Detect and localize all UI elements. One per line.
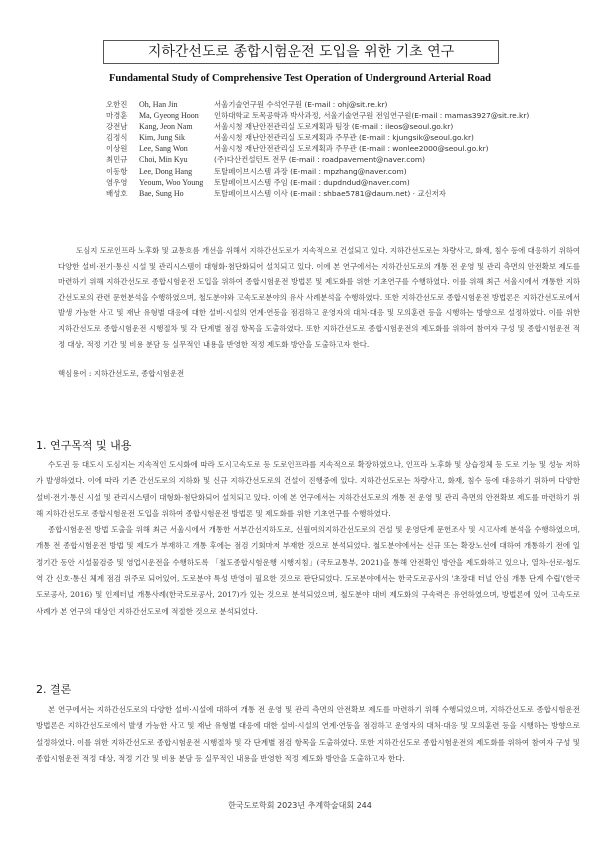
author-name-kr: 최민규 — [106, 155, 128, 165]
page-footer: 한국도로학회 2023년 추계학술대회 244 — [228, 801, 372, 810]
author-row — [106, 166, 529, 177]
author-name-kr: 이동항 — [106, 166, 128, 176]
author-name-en: Lee, Sang Won — [139, 144, 188, 154]
author-name-kr: 염우영 — [106, 177, 128, 187]
author-row — [106, 177, 529, 188]
author-name-kr: 오한진 — [106, 100, 128, 109]
author-row — [106, 121, 529, 132]
author-name-kr: 강전남 — [106, 122, 128, 132]
author-name-en: Oh, Han Jin — [139, 100, 178, 109]
abstract: 도심지 도로인프라 노후화 및 교통흐름 개선을 위해서 지하간선도로가 지속적으로 건설되고 있다. 지하간선도로는 차량사고, 화재, 침수 등에 대응하기 위하여 다양한 설비·전기·통신 시설 및 관리시스템이 대형화·첨단화되어 설치되고 있다. 이에 본 연구에서는 지하간선도로의 개통 전 운영 및 관리 측면의 안전확보 제도를 마련하기 위해 지하간선도로 종합시험운전 도입을 위하여 종합시험운전 방법론 및 제도화를 위한 기초연구를 수행하였다. 이를 위해 최근 서울시에서 개통한 지하간선도로의 관련 문헌분석을 수행하였으며, 철도분야와 고속도로분야의 유사 사례분석을 수행하였다. 또한 지하간선도로 종합시험운전 방법론은 지하간선도로에서 발생 가능한 사고 및 재난 유형별 대응에 대한 설비·시설의 연계·연동을 점검하고 운영자의 대처·대응 및 모의훈련 등을 시행하는 방향으로 설정하였다. 이를 위한 지하간선도로 종합시험운전 시행절차 및 각 단계별 점검 항목을 도출하였다. 또한 지하간선도로 종합시험운전의 제도화를 위하여 참여자 구성 및 종합시험운전 적정 대상, 적정 기간 및 비용 분담 등 실무적인 내용을 반영한 적정 제도화 방안을 도출하고자 한다. — [58, 246, 580, 349]
paragraph: 본 연구에서는 지하간선도로의 다양한 설비·시설에 대하여 개통 전 운영 및 관리 측면의 안전확보 제도를 마련하기 위해 수행되었으며, 지하간선도로 종합시험운전 방법론은 지하간선도로에서 발생 가능한 사고 및 재난 유형별 대응에 대한 설비·시설의 연계·연동을 점검하고 운영자의 대처·대응 및 모의훈련 등을 시행하는 방향으로 설정하였다. 이를 위한 지하간선도로 종합시험운전 시행절차 및 각 단계별 점검 항목을 도출하였다. 또한 지하간선도로 종합시험운전의 제도화를 위하여 참여자 구성 및 종합시험운전 적정 대상, 적정 기간 및 비용 분담 등 실무적인 내용을 반영한 적정 제도화 방안을 도출하고자 한다. — [36, 705, 580, 763]
author-affiliation: 서울시청 재난안전관리실 도로계획과 주무관 (E-mail : kjungsik@seoul.go.kr) — [214, 133, 474, 143]
keywords: 핵심용어 : 지하간선도로, 종합시험운전 — [58, 369, 185, 378]
author-row — [106, 188, 529, 199]
author-affiliation: 서울시청 재난안전관리실 도로계획과 팀장 (E-mail : ileos@seoul.go.kr) — [214, 122, 454, 132]
section-body-conclusion — [36, 702, 580, 767]
author-name-en: Lee, Dong Hang — [139, 166, 193, 176]
section-heading-conclusion: 2. 결론 — [36, 683, 72, 696]
author-name-en: Yeoum, Woo Young — [139, 177, 204, 187]
author-affiliation: 서울기술연구원 수석연구원 (E-mail : ohj@sit.re.kr) — [214, 100, 388, 109]
author-affiliation: 인하대학교 토목공학과 박사과정, 서울기술연구원 전임연구원(E-mail : mamas3927@sit.re.kr) — [214, 111, 530, 121]
paper-title-english: Fundamental Study of Comprehensive Test Operation of Underground Arterial Road — [108, 73, 491, 84]
paper-title-korean: 지하간선도로 종합시험운전 도입을 위한 기초 연구 — [103, 40, 499, 64]
author-name-en: Choi, Min Kyu — [139, 155, 188, 165]
author-affiliation: (주)다산컨설턴트 전무 (E-mail : roadpavement@naver.com) — [214, 155, 425, 165]
author-affiliation: 토탈페이브시스템 과장 (E-mail : mpzhang@naver.com) — [214, 166, 407, 176]
author-row — [106, 99, 529, 110]
author-list — [106, 99, 529, 199]
author-row — [106, 154, 529, 165]
author-name-kr: 김정식 — [106, 133, 128, 143]
author-name-kr: 이상원 — [106, 144, 128, 154]
author-name-en: Kim, Jung Sik — [139, 133, 186, 143]
section-heading-purpose: 1. 연구목적 및 내용 — [36, 439, 132, 452]
paragraph: 수도권 등 대도시 도심지는 지속적인 도시화에 따라 도시고속도로 등 도로인프라를 지속적으로 확장하였으나, 인프라 노후화 및 상습정체 등 도로 기능 및 성능 저하가 발생하였다. 이에 따라 기존 간선도로의 지하화 및 신규 지하간선도로의 건설이 진행중에 있다. 지하간선도로는 차량사고, 화재, 침수 등에 대응하기 위하여 다양한 설비·전기·통신 시설 및 관리시스템이 대형화·첨단화되어 설치되고 있다. 이에 본 연구에서는 지하간선도로의 개통 전 운영 및 관리 측면의 안전확보 제도를 마련하기 위해 지하간선도로 종합시험운전 도입을 위하여 종합시험운전 방법론 및 제도화를 위한 기초연구를 수행하였다. — [36, 460, 580, 518]
author-affiliation: 토탈페이브시스템 이사 (E-mail : shbae5781@daum.net) · 교신저자 — [214, 188, 446, 198]
author-affiliation: 토탈페이브시스템 주임 (E-mail : dupdndud@naver.com) — [214, 177, 410, 187]
author-name-kr: 마경훈 — [106, 111, 128, 121]
author-name-en: Kang, Jeon Nam — [139, 122, 193, 132]
author-affiliation: 서울시청 재난안전관리실 도로계획과 주무관 (E-mail : wonlee2000@seoul.go.kr) — [214, 144, 489, 154]
author-name-kr: 배성호 — [106, 188, 128, 198]
author-row — [106, 143, 529, 154]
paragraph: 종합시험운전 방법 도출을 위해 최근 서울시에서 개통한 서부간선지하도로, 신월여의지하간선도로의 건설 및 운영단계 문헌조사 및 시고사례 분석을 수행하였으며, 개통 전 종합시험운전 방법 및 제도가 부재하고 개통 후에는 점검 기회마저 부재한 것으로 분석되었다. 철도분야에서는 신규 또는 확장노선에 대하여 개통하기 전에 일정기간 동안 시설물검증 및 영업시운전을 수행하도록 「철도종합시험운행 시행지침」(국토교통부, 2021)을 통해 안전확인 방안을 제도화하고 있으나, 열차-선로-철도역 간 신호·통신 체계 점검 위주로 되어있어, 도로분야 특성 반영이 필요한 것으로 판단되었다. 도로분야에서는 한국도로공사의 '초장대 터널 안심 개통 단계 수립'(한국도로공사, 2016) 및 인제터널 개통사례(한국도로공사, 2017)가 있는 것으로 분석되었으며, 철도분야 대비 제도화의 구속력은 유연하였으며, 방법론에 있어 고속도로 사례가 본 연구의 대상인 지하간선도로에 적절한 것으로 분석되었다. — [36, 525, 581, 616]
author-row — [106, 132, 529, 143]
author-name-en: Bae, Sung Ho — [139, 188, 184, 198]
author-name-en: Ma, Gyeong Hoon — [139, 111, 199, 121]
section-body-purpose — [36, 457, 580, 620]
author-row — [106, 110, 529, 121]
